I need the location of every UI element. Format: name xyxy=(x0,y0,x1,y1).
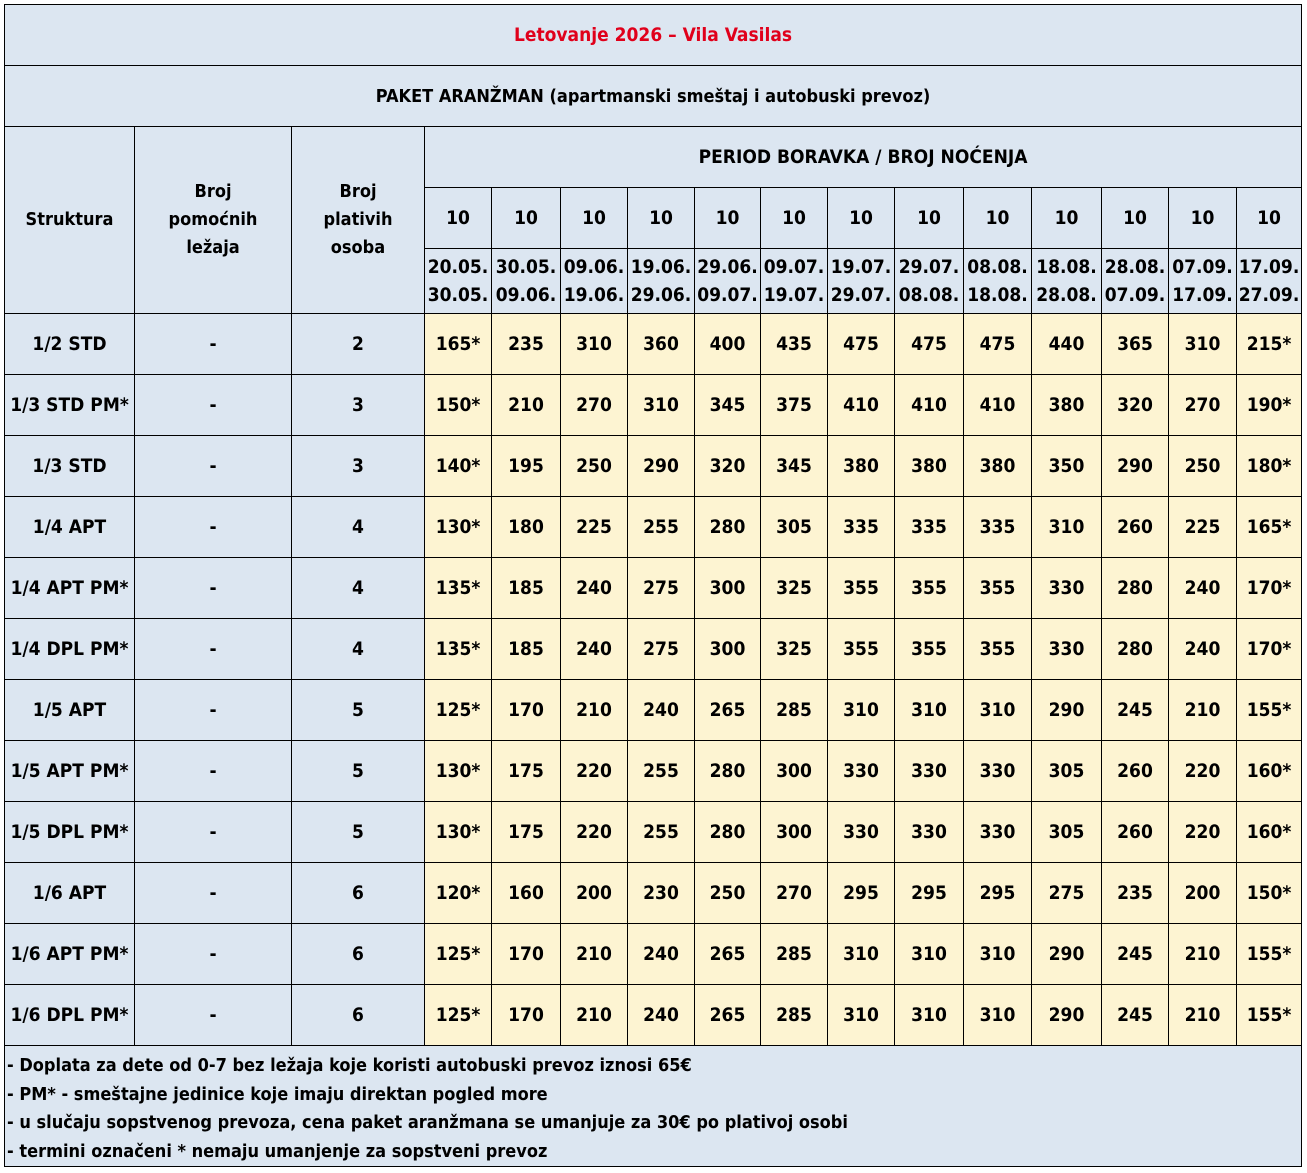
price-cell: 170 xyxy=(492,680,561,741)
struktura-cell: 1/5 DPL PM* xyxy=(5,802,135,863)
price-cell: 155* xyxy=(1237,680,1302,741)
price-cell: 355 xyxy=(895,558,964,619)
date-to: 29.07. xyxy=(830,284,892,306)
price-cell: 120* xyxy=(425,863,492,924)
price-cell: 300 xyxy=(761,802,828,863)
price-cell: 155* xyxy=(1237,985,1302,1046)
price-cell: 290 xyxy=(1032,985,1102,1046)
price-cell: 330 xyxy=(1032,558,1102,619)
table-title: Letovanje 2026 – Vila Vasilas xyxy=(514,24,793,46)
pomocni-cell: - xyxy=(135,802,292,863)
date-to: 28.08. xyxy=(1036,284,1097,306)
table-row xyxy=(5,314,1302,375)
price-cell: 170 xyxy=(492,924,561,985)
price-cell: 345 xyxy=(695,375,761,436)
date-to: 30.05. xyxy=(427,284,489,306)
price-cell: 210 xyxy=(561,985,628,1046)
price-cell: 360 xyxy=(628,314,695,375)
price-cell: 290 xyxy=(1032,680,1102,741)
price-cell: 285 xyxy=(761,924,828,985)
price-cell: 210 xyxy=(1169,985,1237,1046)
price-cell: 245 xyxy=(1102,924,1169,985)
price-cell: 255 xyxy=(628,497,695,558)
plativih-cell: 3 xyxy=(292,375,425,436)
price-cell: 355 xyxy=(828,619,895,680)
struktura-cell: 1/6 APT PM* xyxy=(5,924,135,985)
price-cell: 130* xyxy=(425,802,492,863)
date-from: 20.05. xyxy=(427,256,489,278)
struktura-cell: 1/6 APT xyxy=(5,863,135,924)
price-cell: 335 xyxy=(895,497,964,558)
price-cell: 290 xyxy=(1032,924,1102,985)
struktura-cell: 1/4 DPL PM* xyxy=(5,619,135,680)
price-cell: 155* xyxy=(1237,924,1302,985)
nights-cell: 10 xyxy=(895,188,964,249)
plativih-cell: 2 xyxy=(292,314,425,375)
price-cell: 310 xyxy=(561,314,628,375)
price-cell: 200 xyxy=(1169,863,1237,924)
pomocni-cell: - xyxy=(135,558,292,619)
price-table xyxy=(4,4,1302,1046)
price-cell: 235 xyxy=(492,314,561,375)
nights-cell: 10 xyxy=(628,188,695,249)
note-line: - u slučaju sopstvenog prevoza, cena paket aranžmana se umanjuje za 30€ po plativoj osobi xyxy=(7,1112,848,1133)
price-cell: 380 xyxy=(1032,375,1102,436)
date-to: 07.09. xyxy=(1104,284,1166,306)
price-cell: 310 xyxy=(828,680,895,741)
note-line: - PM* - smeštajne jedinice koje imaju direktan pogled more xyxy=(7,1083,548,1105)
price-cell: 150* xyxy=(1237,863,1302,924)
notes-box xyxy=(4,1046,1302,1167)
price-cell: 210 xyxy=(561,680,628,741)
price-cell: 295 xyxy=(828,863,895,924)
price-cell: 280 xyxy=(695,497,761,558)
price-cell: 475 xyxy=(964,314,1032,375)
price-cell: 185 xyxy=(492,619,561,680)
date-range-cell xyxy=(1169,249,1237,314)
price-cell: 270 xyxy=(761,863,828,924)
price-cell: 310 xyxy=(1032,497,1102,558)
date-to: 17.09. xyxy=(1172,284,1233,306)
plativih-cell: 6 xyxy=(292,985,425,1046)
price-cell: 165* xyxy=(1237,497,1302,558)
pomocni-cell: - xyxy=(135,741,292,802)
price-cell: 235 xyxy=(1102,863,1169,924)
price-cell: 290 xyxy=(1102,436,1169,497)
date-from: 17.09. xyxy=(1238,256,1300,278)
price-cell: 220 xyxy=(561,741,628,802)
price-cell: 255 xyxy=(628,802,695,863)
price-cell: 310 xyxy=(895,680,964,741)
price-cell: 265 xyxy=(695,985,761,1046)
price-cell: 475 xyxy=(895,314,964,375)
price-cell: 240 xyxy=(628,985,695,1046)
note-line: - Doplata za dete od 0-7 bez ležaja koje koristi autobuski prevoz iznosi 65€ xyxy=(7,1055,692,1076)
price-cell: 410 xyxy=(895,375,964,436)
date-range-cell xyxy=(425,249,492,314)
price-cell: 200 xyxy=(561,863,628,924)
date-to: 27.09. xyxy=(1238,284,1300,306)
date-range-cell xyxy=(1102,249,1169,314)
struktura-cell: 1/5 APT PM* xyxy=(5,741,135,802)
price-cell: 380 xyxy=(964,436,1032,497)
price-cell: 280 xyxy=(695,741,761,802)
price-cell: 240 xyxy=(628,680,695,741)
price-cell: 265 xyxy=(695,680,761,741)
pomocni-cell: - xyxy=(135,375,292,436)
price-cell: 410 xyxy=(828,375,895,436)
date-from: 28.08. xyxy=(1104,256,1166,278)
price-cell: 310 xyxy=(964,924,1032,985)
price-cell: 330 xyxy=(895,741,964,802)
struktura-cell: 1/3 STD PM* xyxy=(5,375,135,436)
price-cell: 220 xyxy=(561,802,628,863)
pomocni-cell: - xyxy=(135,863,292,924)
price-cell: 170 xyxy=(492,985,561,1046)
price-cell: 300 xyxy=(695,558,761,619)
price-cell: 150* xyxy=(425,375,492,436)
plativih-cell: 3 xyxy=(292,436,425,497)
price-cell: 180 xyxy=(492,497,561,558)
table-row xyxy=(5,375,1302,436)
date-to: 09.07. xyxy=(697,284,758,306)
price-cell: 220 xyxy=(1169,741,1237,802)
price-cell: 285 xyxy=(761,680,828,741)
price-cell: 305 xyxy=(1032,802,1102,863)
date-from: 07.09. xyxy=(1172,256,1233,278)
price-cell: 125* xyxy=(425,680,492,741)
date-from: 19.06. xyxy=(630,256,692,278)
price-cell: 380 xyxy=(828,436,895,497)
price-cell: 330 xyxy=(828,741,895,802)
price-cell: 180* xyxy=(1237,436,1302,497)
table-row xyxy=(5,619,1302,680)
table-title-cell xyxy=(5,5,1302,66)
pomocni-cell: - xyxy=(135,680,292,741)
price-cell: 135* xyxy=(425,619,492,680)
plativih-cell: 4 xyxy=(292,558,425,619)
plativih-cell: 6 xyxy=(292,924,425,985)
date-to: 18.08. xyxy=(967,284,1028,306)
price-cell: 125* xyxy=(425,985,492,1046)
date-from: 09.06. xyxy=(563,256,625,278)
date-from: 29.06. xyxy=(697,256,758,278)
pomocni-cell: - xyxy=(135,497,292,558)
table-row xyxy=(5,680,1302,741)
note-line: - termini označeni * nemaju umanjenje za sopstveni prevoz xyxy=(7,1140,548,1162)
table-row xyxy=(5,924,1302,985)
date-to: 09.06. xyxy=(495,284,557,306)
nights-cell: 10 xyxy=(695,188,761,249)
price-cell: 230 xyxy=(628,863,695,924)
price-cell: 305 xyxy=(761,497,828,558)
price-cell: 355 xyxy=(895,619,964,680)
price-cell: 285 xyxy=(761,985,828,1046)
price-cell: 245 xyxy=(1102,680,1169,741)
price-cell: 260 xyxy=(1102,741,1169,802)
price-cell: 290 xyxy=(628,436,695,497)
plativih-cell: 6 xyxy=(292,863,425,924)
price-cell: 160* xyxy=(1237,741,1302,802)
date-from: 09.07. xyxy=(763,256,825,278)
struktura-cell: 1/4 APT PM* xyxy=(5,558,135,619)
price-cell: 195 xyxy=(492,436,561,497)
nights-cell: 10 xyxy=(1237,188,1302,249)
price-cell: 275 xyxy=(1032,863,1102,924)
price-cell: 130* xyxy=(425,497,492,558)
price-cell: 330 xyxy=(828,802,895,863)
price-cell: 335 xyxy=(964,497,1032,558)
struktura-cell: 1/5 APT xyxy=(5,680,135,741)
price-cell: 310 xyxy=(895,924,964,985)
nights-cell: 10 xyxy=(828,188,895,249)
price-cell: 280 xyxy=(1102,619,1169,680)
plativih-cell: 5 xyxy=(292,680,425,741)
pomocni-cell: - xyxy=(135,436,292,497)
pomocni-cell: - xyxy=(135,619,292,680)
nights-cell: 10 xyxy=(964,188,1032,249)
plativih-cell: 5 xyxy=(292,741,425,802)
price-cell: 380 xyxy=(895,436,964,497)
price-cell: 240 xyxy=(1169,558,1237,619)
nights-cell: 10 xyxy=(1032,188,1102,249)
price-cell: 135* xyxy=(425,558,492,619)
date-range-cell xyxy=(1032,249,1102,314)
date-range-cell xyxy=(695,249,761,314)
table-row xyxy=(5,802,1302,863)
date-from: 08.08. xyxy=(967,256,1028,278)
date-range-cell xyxy=(1237,249,1302,314)
price-cell: 325 xyxy=(761,558,828,619)
price-cell: 280 xyxy=(695,802,761,863)
date-to: 29.06. xyxy=(630,284,692,306)
pomocni-cell: - xyxy=(135,314,292,375)
struktura-cell: 1/6 DPL PM* xyxy=(5,985,135,1046)
price-cell: 300 xyxy=(761,741,828,802)
price-cell: 260 xyxy=(1102,497,1169,558)
table-row xyxy=(5,558,1302,619)
price-cell: 310 xyxy=(1169,314,1237,375)
date-from: 19.07. xyxy=(830,256,892,278)
price-cell: 330 xyxy=(895,802,964,863)
date-from: 18.08. xyxy=(1036,256,1097,278)
table-row xyxy=(5,863,1302,924)
plativih-cell: 5 xyxy=(292,802,425,863)
price-cell: 225 xyxy=(561,497,628,558)
date-from: 30.05. xyxy=(495,256,557,278)
date-range-cell xyxy=(895,249,964,314)
price-cell: 170* xyxy=(1237,558,1302,619)
price-cell: 270 xyxy=(561,375,628,436)
nights-cell: 10 xyxy=(1169,188,1237,249)
price-cell: 330 xyxy=(1032,619,1102,680)
price-cell: 320 xyxy=(695,436,761,497)
price-cell: 475 xyxy=(828,314,895,375)
header-struktura: Struktura xyxy=(5,127,135,314)
price-cell: 185 xyxy=(492,558,561,619)
price-cell: 280 xyxy=(1102,558,1169,619)
price-cell: 175 xyxy=(492,802,561,863)
price-cell: 210 xyxy=(1169,924,1237,985)
price-cell: 215* xyxy=(1237,314,1302,375)
price-cell: 330 xyxy=(964,741,1032,802)
price-cell: 170* xyxy=(1237,619,1302,680)
price-cell: 440 xyxy=(1032,314,1102,375)
price-cell: 325 xyxy=(761,619,828,680)
price-cell: 270 xyxy=(1169,375,1237,436)
struktura-cell: 1/2 STD xyxy=(5,314,135,375)
price-cell: 240 xyxy=(561,558,628,619)
price-cell: 275 xyxy=(628,619,695,680)
plativih-cell: 4 xyxy=(292,497,425,558)
price-cell: 310 xyxy=(964,680,1032,741)
price-cell: 310 xyxy=(828,924,895,985)
price-cell: 140* xyxy=(425,436,492,497)
price-cell: 275 xyxy=(628,558,695,619)
price-cell: 345 xyxy=(761,436,828,497)
price-cell: 260 xyxy=(1102,802,1169,863)
table-subtitle-cell xyxy=(5,66,1302,127)
nights-cell: 10 xyxy=(425,188,492,249)
price-cell: 210 xyxy=(492,375,561,436)
price-cell: 295 xyxy=(895,863,964,924)
date-from: 29.07. xyxy=(898,256,960,278)
price-cell: 310 xyxy=(895,985,964,1046)
price-cell: 335 xyxy=(828,497,895,558)
date-range-cell xyxy=(964,249,1032,314)
price-cell: 225 xyxy=(1169,497,1237,558)
header-period: PERIOD BORAVKA / BROJ NOĆENJA xyxy=(425,127,1302,188)
table-row xyxy=(5,985,1302,1046)
price-cell: 240 xyxy=(628,924,695,985)
price-cell: 330 xyxy=(964,802,1032,863)
header-plative-osobe: Broj plativih osoba xyxy=(292,127,425,314)
table-row xyxy=(5,436,1302,497)
struktura-cell: 1/3 STD xyxy=(5,436,135,497)
price-cell: 265 xyxy=(695,924,761,985)
date-range-cell xyxy=(628,249,695,314)
price-cell: 295 xyxy=(964,863,1032,924)
table-row xyxy=(5,741,1302,802)
header-pomocni-lezaji: Broj pomoćnih ležaja xyxy=(135,127,292,314)
nights-cell: 10 xyxy=(761,188,828,249)
price-cell: 210 xyxy=(1169,680,1237,741)
price-cell: 305 xyxy=(1032,741,1102,802)
date-range-cell xyxy=(761,249,828,314)
price-cell: 310 xyxy=(828,985,895,1046)
price-cell: 320 xyxy=(1102,375,1169,436)
price-cell: 250 xyxy=(561,436,628,497)
price-cell: 250 xyxy=(695,863,761,924)
price-cell: 410 xyxy=(964,375,1032,436)
date-range-cell xyxy=(492,249,561,314)
date-range-cell xyxy=(828,249,895,314)
price-cell: 220 xyxy=(1169,802,1237,863)
struktura-cell: 1/4 APT xyxy=(5,497,135,558)
price-cell: 165* xyxy=(425,314,492,375)
price-cell: 310 xyxy=(964,985,1032,1046)
price-cell: 250 xyxy=(1169,436,1237,497)
date-range-cell xyxy=(561,249,628,314)
nights-cell: 10 xyxy=(492,188,561,249)
plativih-cell: 4 xyxy=(292,619,425,680)
price-cell: 365 xyxy=(1102,314,1169,375)
nights-cell: 10 xyxy=(1102,188,1169,249)
price-cell: 355 xyxy=(964,619,1032,680)
date-to: 19.07. xyxy=(763,284,825,306)
date-to: 08.08. xyxy=(898,284,960,306)
price-cell: 300 xyxy=(695,619,761,680)
price-cell: 255 xyxy=(628,741,695,802)
price-cell: 160* xyxy=(1237,802,1302,863)
date-to: 19.06. xyxy=(563,284,625,306)
table-subtitle: PAKET ARANŽMAN (apartmanski smeštaj i autobuski prevoz) xyxy=(375,86,931,107)
price-cell: 350 xyxy=(1032,436,1102,497)
price-cell: 240 xyxy=(1169,619,1237,680)
price-cell: 160 xyxy=(492,863,561,924)
price-list xyxy=(4,4,1302,1170)
price-cell: 435 xyxy=(761,314,828,375)
price-cell: 400 xyxy=(695,314,761,375)
pomocni-cell: - xyxy=(135,924,292,985)
pomocni-cell: - xyxy=(135,985,292,1046)
table-row xyxy=(5,497,1302,558)
price-cell: 245 xyxy=(1102,985,1169,1046)
price-cell: 355 xyxy=(828,558,895,619)
price-cell: 310 xyxy=(628,375,695,436)
price-cell: 130* xyxy=(425,741,492,802)
price-cell: 190* xyxy=(1237,375,1302,436)
price-cell: 175 xyxy=(492,741,561,802)
price-cell: 375 xyxy=(761,375,828,436)
price-cell: 125* xyxy=(425,924,492,985)
nights-cell: 10 xyxy=(561,188,628,249)
price-cell: 210 xyxy=(561,924,628,985)
price-cell: 240 xyxy=(561,619,628,680)
price-cell: 355 xyxy=(964,558,1032,619)
